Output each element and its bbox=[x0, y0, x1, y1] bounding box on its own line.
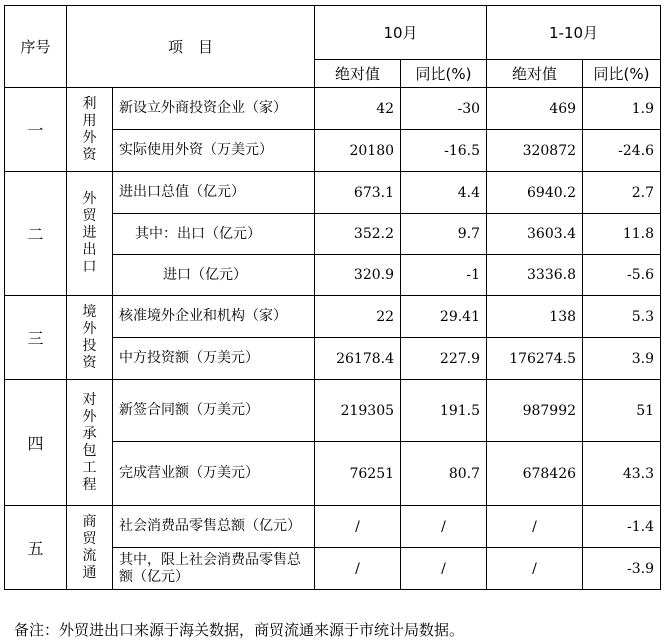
oct-yoy-cell: -16.5 bbox=[401, 130, 487, 172]
row-item: 进口（亿元） bbox=[113, 255, 315, 296]
oct-abs-cell: 352.2 bbox=[315, 214, 401, 255]
header-period-oct: 10月 bbox=[315, 6, 487, 60]
section-category: 对外承包工程 bbox=[82, 391, 97, 493]
ytd-yoy-cell: 3.9 bbox=[583, 338, 661, 380]
row-item: 核准境外企业和机构（家） bbox=[113, 296, 315, 338]
oct-yoy-cell: 191.5 bbox=[401, 380, 487, 442]
table-row bbox=[5, 88, 661, 130]
footnote: 备注：外贸进出口来源于海关数据，商贸流通来源于市统计局数据。 bbox=[14, 621, 465, 639]
row-item: 完成营业额（万美元） bbox=[113, 442, 315, 506]
section-category: 境外投资 bbox=[82, 303, 97, 371]
header-oct-yoy: 同比(%) bbox=[401, 60, 487, 88]
oct-yoy-cell: 4.4 bbox=[401, 172, 487, 214]
oct-yoy-cell: 9.7 bbox=[401, 214, 487, 255]
row-item: 其中：出口（亿元） bbox=[113, 214, 315, 255]
row-item: 实际使用外资（万美元） bbox=[113, 130, 315, 172]
oct-abs-cell: 673.1 bbox=[315, 172, 401, 214]
ytd-abs-cell: 176274.5 bbox=[487, 338, 583, 380]
section-seq: 四 bbox=[5, 380, 67, 506]
ytd-yoy-cell: 5.3 bbox=[583, 296, 661, 338]
header-period-ytd: 1-10月 bbox=[487, 6, 661, 60]
ytd-yoy-cell: -24.6 bbox=[583, 130, 661, 172]
oct-abs-cell: 320.9 bbox=[315, 255, 401, 296]
ytd-abs-cell: 6940.2 bbox=[487, 172, 583, 214]
row-item: 进出口总值（亿元） bbox=[113, 172, 315, 214]
oct-abs-cell: 219305 bbox=[315, 380, 401, 442]
section-category: 利用外资 bbox=[82, 95, 97, 163]
ytd-yoy-cell: 51 bbox=[583, 380, 661, 442]
section-seq: 二 bbox=[5, 172, 67, 296]
header-seq: 序号 bbox=[5, 6, 67, 88]
ytd-abs-cell: / bbox=[487, 548, 583, 590]
oct-abs-cell: / bbox=[315, 548, 401, 590]
statistics-table bbox=[4, 5, 661, 590]
oct-yoy-cell: -1 bbox=[401, 255, 487, 296]
table-row bbox=[5, 380, 661, 442]
ytd-abs-cell: 320872 bbox=[487, 130, 583, 172]
row-item: 新设立外商投资企业（家） bbox=[113, 88, 315, 130]
ytd-yoy-cell: 2.7 bbox=[583, 172, 661, 214]
oct-yoy-cell: 227.9 bbox=[401, 338, 487, 380]
section-seq: 一 bbox=[5, 88, 67, 172]
ytd-abs-cell: 469 bbox=[487, 88, 583, 130]
oct-abs-cell: 42 bbox=[315, 88, 401, 130]
oct-yoy-cell: / bbox=[401, 506, 487, 548]
section-seq: 五 bbox=[5, 506, 67, 590]
oct-abs-cell: 76251 bbox=[315, 442, 401, 506]
row-item: 中方投资额（万美元） bbox=[113, 338, 315, 380]
row-item: 新签合同额（万美元） bbox=[113, 380, 315, 442]
oct-abs-cell: 20180 bbox=[315, 130, 401, 172]
section-seq: 三 bbox=[5, 296, 67, 380]
ytd-yoy-cell: 43.3 bbox=[583, 442, 661, 506]
ytd-abs-cell: 987992 bbox=[487, 380, 583, 442]
header-row-1 bbox=[5, 6, 661, 60]
ytd-yoy-cell: 11.8 bbox=[583, 214, 661, 255]
ytd-yoy-cell: 1.9 bbox=[583, 88, 661, 130]
oct-yoy-cell: 29.41 bbox=[401, 296, 487, 338]
ytd-yoy-cell: -3.9 bbox=[583, 548, 661, 590]
table-row bbox=[5, 296, 661, 338]
ytd-yoy-cell: -1.4 bbox=[583, 506, 661, 548]
ytd-abs-cell: 3603.4 bbox=[487, 214, 583, 255]
table-row bbox=[5, 506, 661, 548]
oct-abs-cell: / bbox=[315, 506, 401, 548]
section-category: 外贸进出口 bbox=[82, 191, 97, 275]
row-item: 其中，限上社会消费品零售总额（亿元） bbox=[113, 548, 315, 590]
ytd-abs-cell: 3336.8 bbox=[487, 255, 583, 296]
oct-yoy-cell: 80.7 bbox=[401, 442, 487, 506]
oct-abs-cell: 22 bbox=[315, 296, 401, 338]
row-item: 社会消费品零售总额（亿元） bbox=[113, 506, 315, 548]
ytd-abs-cell: 138 bbox=[487, 296, 583, 338]
header-item: 项 目 bbox=[67, 6, 315, 88]
oct-yoy-cell: / bbox=[401, 548, 487, 590]
ytd-abs-cell: / bbox=[487, 506, 583, 548]
header-ytd-abs: 绝对值 bbox=[487, 60, 583, 88]
oct-abs-cell: 26178.4 bbox=[315, 338, 401, 380]
section-category: 商贸流通 bbox=[82, 513, 97, 581]
header-ytd-yoy: 同比(%) bbox=[583, 60, 661, 88]
ytd-yoy-cell: -5.6 bbox=[583, 255, 661, 296]
ytd-abs-cell: 678426 bbox=[487, 442, 583, 506]
oct-yoy-cell: -30 bbox=[401, 88, 487, 130]
header-oct-abs: 绝对值 bbox=[315, 60, 401, 88]
table-row bbox=[5, 172, 661, 214]
